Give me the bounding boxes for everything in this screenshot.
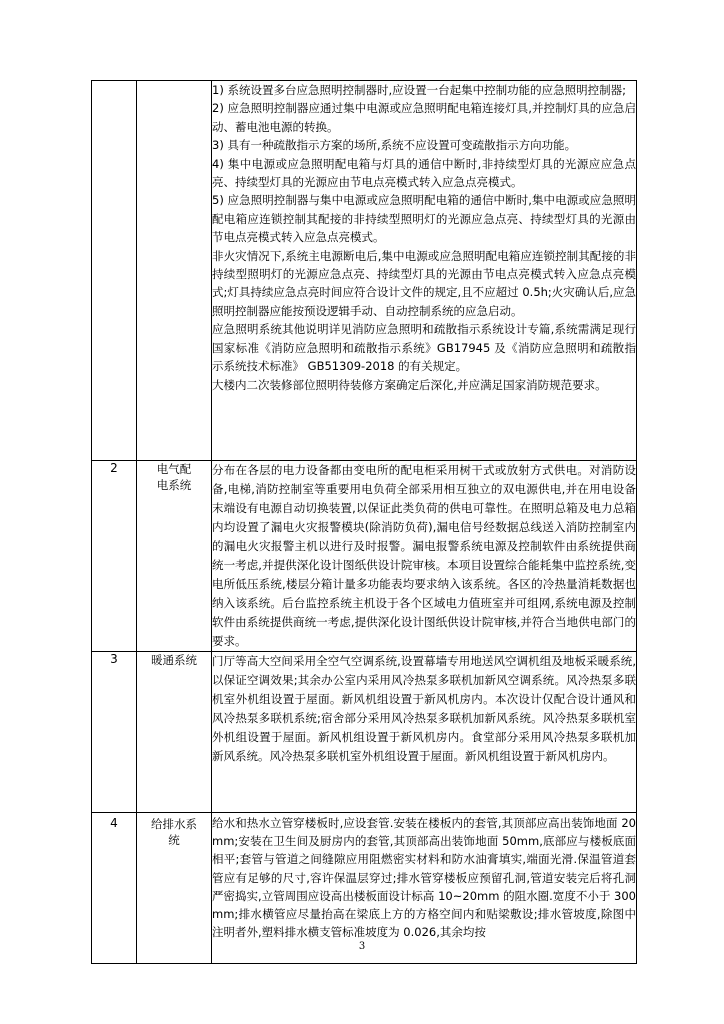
paragraph: 5) 应急照明控制器与集中电源或应急照明配电箱的通信中断时,集中电源或应急照明配电箱应连锁控制其配接的非持续型照明灯的光源应急点亮、持续型灯具的光源由节电点亮模式转入应急点亮模式。 <box>212 193 636 245</box>
paragraph: 门厅等高大空间采用全空气空调系统,设置幕墙专用地送风空调机组及地板采暖系统,以保证空调效果;其余办公室内采用风冷热泵多联机加新风空调系统。风冷热泵多联机室外机组设置于屋面。新风机组设置于新风机房内。本次设计仅配合设计通风和风冷热泵多联机系统;宿舍部分采用风冷热泵多联机加新风系统。风冷热泵多联机室外机组设置于屋面。新风机组设置于新风机房内。食堂部分采用风冷热泵多联机加新风系统。风冷热泵多联机室外机组设置于屋面。新风机组设置于新风机房内。 <box>212 654 636 763</box>
system-name-cell: 暖通系统 <box>137 652 212 813</box>
page-number: 3 <box>358 941 366 952</box>
row-number-cell: 3 <box>92 652 137 813</box>
table-row <box>92 81 637 461</box>
paragraph: 给水和热水立管穿楼板时,应设套管.安装在楼板内的套管,其顶部应高出装饰地面 20mm;安装在卫生间及厨房内的套管,其顶部高出装饰地面 50mm,底部应与楼板底面相平;套管与管道之间缝隙应用阻燃密实材料和防水油膏填实,端面光滑.保温管道套管应有足够的尺寸,容许保温层穿过;排水管穿楼板应预留孔洞,管道安装完后将孔洞严密捣实,立管周围应设高出楼板面设计标高 10~20mm 的阻水圈.宽度不小于 300mm;排水横管应尽量抬高在梁底上方的方格空间内和贴梁敷设;排水管坡度,除图中注明者外,塑料排水横支管标准坡度为 0.026,其余均按 <box>212 816 636 940</box>
row-number-cell <box>92 81 137 461</box>
description-cell <box>212 461 637 652</box>
row-number-cell: 4 <box>92 813 137 964</box>
paragraph: 大楼内二次装修部位照明待装修方案确定后深化,并应满足国家消防规范要求。 <box>212 377 607 392</box>
system-name-cell <box>137 81 212 461</box>
paragraph: 4) 集中电源或应急照明配电箱与灯具的通信中断时,非持续型灯具的光源应应急点亮、持续型灯具的光源应由节电点亮模式转入应急点亮模式。 <box>212 156 636 190</box>
system-name-text: 给排水系统 <box>151 817 197 847</box>
table-row <box>92 461 637 652</box>
paragraph: 1) 系统设置多台应急照明控制器时,应设置一台起集中控制功能的应急照明控制器; <box>212 83 626 97</box>
paragraph: 应急照明系统其他说明详见消防应急照明和疏散指示系统设计专篇,系统需满足现行国家标准《消防应急照明和疏散指示系统》GB17945 及《消防应急照明和疏散指示系统技术标准》 GB51309-2018 的有关规定。 <box>212 322 636 374</box>
specification-table <box>91 80 637 964</box>
description-cell <box>212 652 637 813</box>
paragraph: 分布在各层的电力设备都由变电所的配电柜采用树干式或放射方式供电。对消防设备,电梯,消防控制室等重要用电负荷全部采用相互独立的双电源供电,并在用电设备末端设有电源自动切换装置,以保证此类负荷的供电可靠性。在照明总箱及电力总箱内均设置了漏电火灾报警模块(除消防负荷),漏电信号经数据总线送入消防控制室内的漏电火灾报警主机以进行及时报警。漏电报警系统电源及控制软件由系统提供商统一考虑,并提供深化设计图纸供设计院审核。本项目设置综合能耗集中监控系统,变电所低压系统,楼层分箱计量多功能表均要求纳入该系统。各区的冷热量消耗数据也纳入该系统。后台监控系统主机设于各个区域电力值班室并可组网,系统电源及控制软件由系统提供商统一考虑,提供深化设计图纸供设计院审核,并符合当地供电部门的要求。 <box>212 463 636 648</box>
paragraph: 非火灾情况下,系统主电源断电后,集中电源或应急照明配电箱应连锁控制其配接的非持续型照明灯的光源应急点亮、持续型灯具的光源由节电点亮模式转入应急点亮模式;灯具持续应急点亮时间应符合设计文件的规定,且不应超过 0.5h;火灾确认后,应急照明控制器应能按预设逻辑手动、自动控制系统的应急启动。 <box>212 248 636 318</box>
system-name-cell <box>137 461 212 652</box>
paragraph: 2) 应急照明控制器应通过集中电源或应急照明配电箱连接灯具,并控制灯具的应急启动、蓄电池电源的转换。 <box>212 101 636 134</box>
paragraph: 3) 具有一种疏散指示方案的场所,系统不应设置可变疏散指示方向功能。 <box>212 138 577 153</box>
table-row <box>92 652 637 813</box>
description-cell <box>212 81 637 461</box>
row-number-cell: 2 <box>92 461 137 652</box>
system-name-text: 电气配电系统 <box>156 462 192 492</box>
